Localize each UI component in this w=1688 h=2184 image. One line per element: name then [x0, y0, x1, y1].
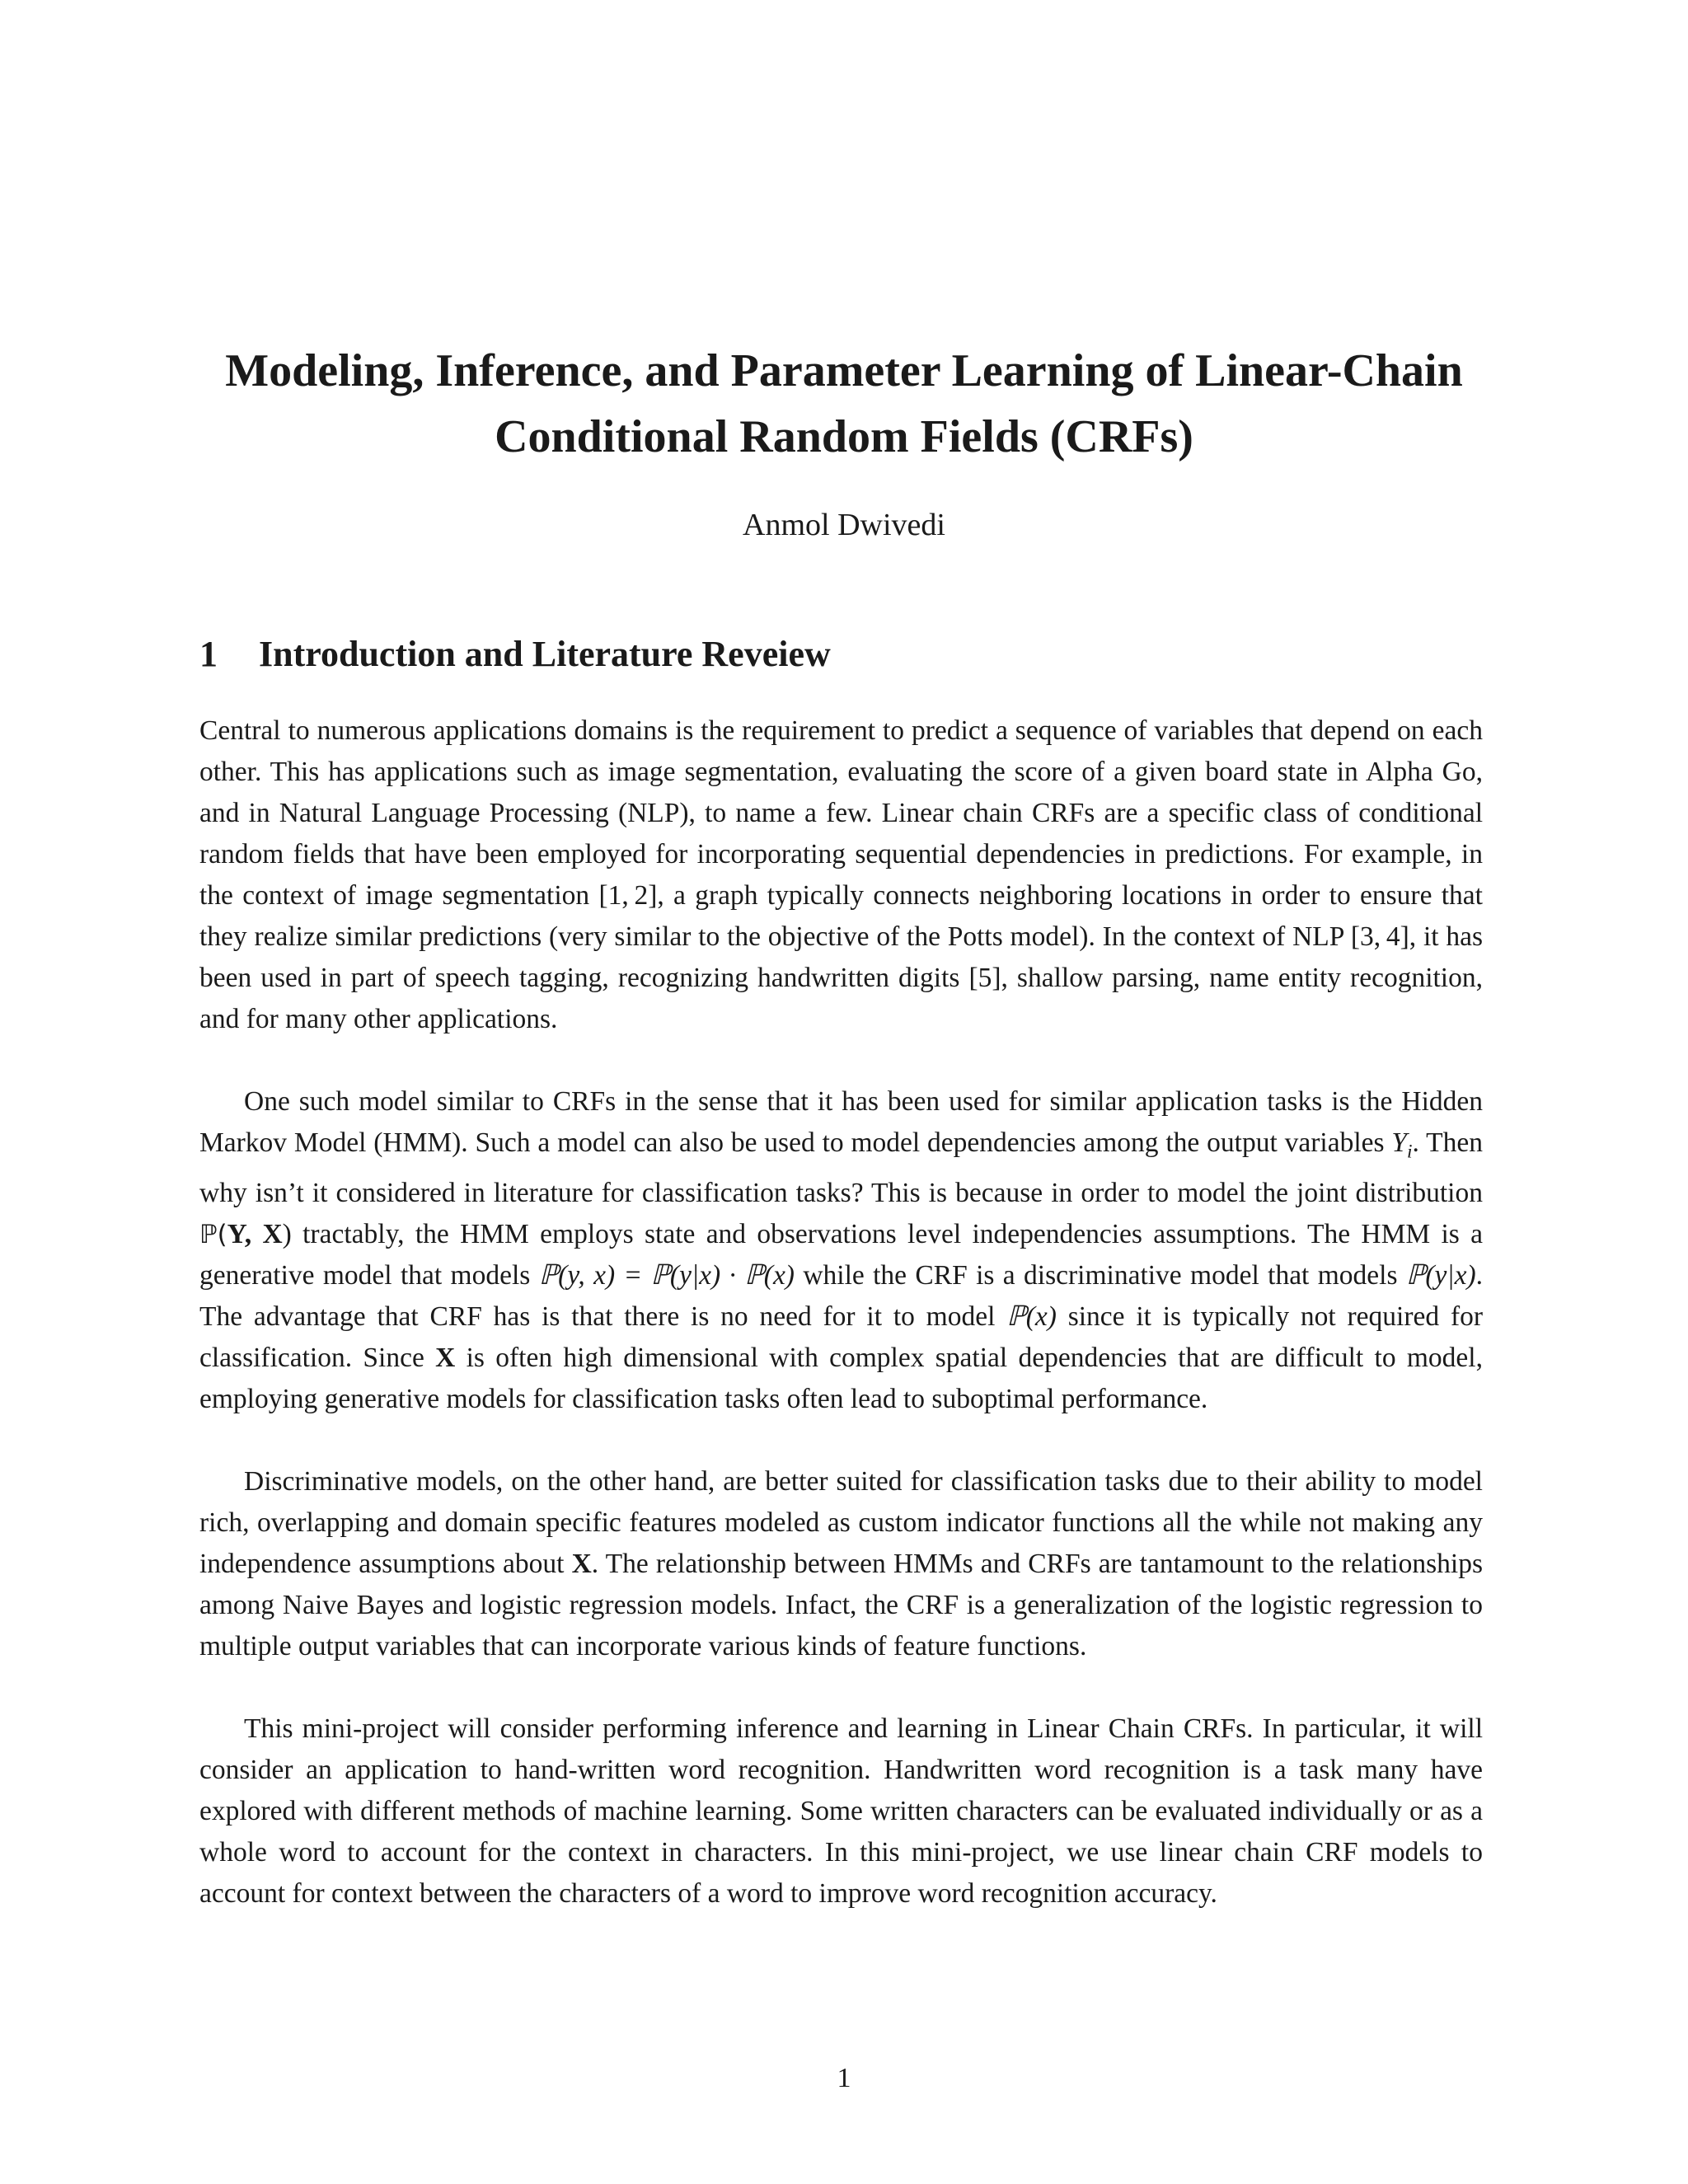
title-line-2: Conditional Random Fields (CRFs): [495, 411, 1193, 462]
p2-text-1: One such model similar to CRFs in the sense that it has been used for similar application tasks is the Hidden Markov Model (HMM). Such a model can also be used to model dependencies among the output variables: [199, 1086, 1483, 1158]
p2-text-6: since it is typically not required for classification. Since: [199, 1301, 1484, 1373]
math-x-bold: X: [435, 1342, 456, 1373]
p2-text-2: . Then why isn’t it considered in literature for classification tasks? This is because in order to model the joint distribution: [199, 1127, 1483, 1208]
math-marginal: ℙ(x): [1006, 1301, 1057, 1332]
math-generative: ℙ(y, x) = ℙ(y|x) · ℙ(x): [538, 1259, 795, 1291]
p2-text-5: . The advantage that CRF has is that there is no need for it to model: [199, 1259, 1483, 1332]
paragraph-3: [199, 1461, 1483, 1667]
section-body: [199, 710, 1483, 1956]
p2-text-7: is often high dimensional with complex spatial dependencies that are difficult to model, employing generative models for classification tasks often lead to suboptimal performance.: [199, 1342, 1483, 1414]
p2-text-3: tractably, the HMM employs state and observations level independencies assumptions. The HMM is a generative model that models: [199, 1218, 1484, 1291]
paragraph-2: [199, 1081, 1483, 1420]
math-joint-dist: ℙ(Y, X): [199, 1218, 292, 1249]
math-conditional: ℙ(y|x): [1405, 1259, 1476, 1291]
math-y-i: $Y_i$: [1391, 1127, 1413, 1163]
p3-text-2: . The relationship between HMMs and CRFs are tantamount to the relationships among Naive Bayes and logistic regression models. Infact, the CRF is a generalization of the logistic regression to multiple output variables that can incorporate various kinds of feature functions.: [199, 1548, 1483, 1661]
math-x-bold-2: X: [571, 1548, 592, 1579]
paper-title: [165, 338, 1523, 470]
paragraph-1: Central to numerous applications domains is the requirement to predict a sequence of variables that depend on each other. This has applications such as image segmentation, evaluating the score of a given board state in Alpha Go, and in Natural Language Processing (NLP), to name a few. Linear chain CRFs are a specific class of conditional random fields that have been employed for incorporating sequential dependencies in predictions. For example, in the context of image segmentation [1, 2], a graph typically connects neighboring locations in order to ensure that they realize similar predictions (very similar to the objective of the Potts model). In the context of NLP [3, 4], it has been used in part of speech tagging, recognizing handwritten digits [5], shallow parsing, name entity recognition, and for many other applications.: [199, 715, 1483, 1034]
section-title: Introduction and Literature Reveiew: [259, 634, 831, 674]
section-number: 1: [199, 634, 218, 674]
paragraph-4: This mini-project will consider performing inference and learning in Linear Chain CRFs. In particular, it will consider an application to hand-written word recognition. Handwritten word recognition is a task many have explored with different methods of machine learning. Some written characters can be evaluated individually or as a whole word to account for the context in characters. In this mini-project, we use linear chain CRF models to account for context between the characters of a word to improve word recognition accuracy.: [199, 1713, 1483, 1909]
p3-text-1: Discriminative models, on the other hand, are better suited for classification tasks due to their ability to model rich, overlapping and domain specific features modeled as custom indicator functions all the while not making any independence assumptions about: [199, 1465, 1483, 1579]
page-number: 1: [837, 2063, 851, 2093]
p2-text-4: while the CRF is a discriminative model that models: [794, 1259, 1406, 1291]
title-line-1: Modeling, Inference, and Parameter Learning of Linear-Chain: [225, 345, 1463, 396]
section-heading: [199, 630, 831, 679]
author-name: Anmol Dwivedi: [743, 508, 945, 542]
